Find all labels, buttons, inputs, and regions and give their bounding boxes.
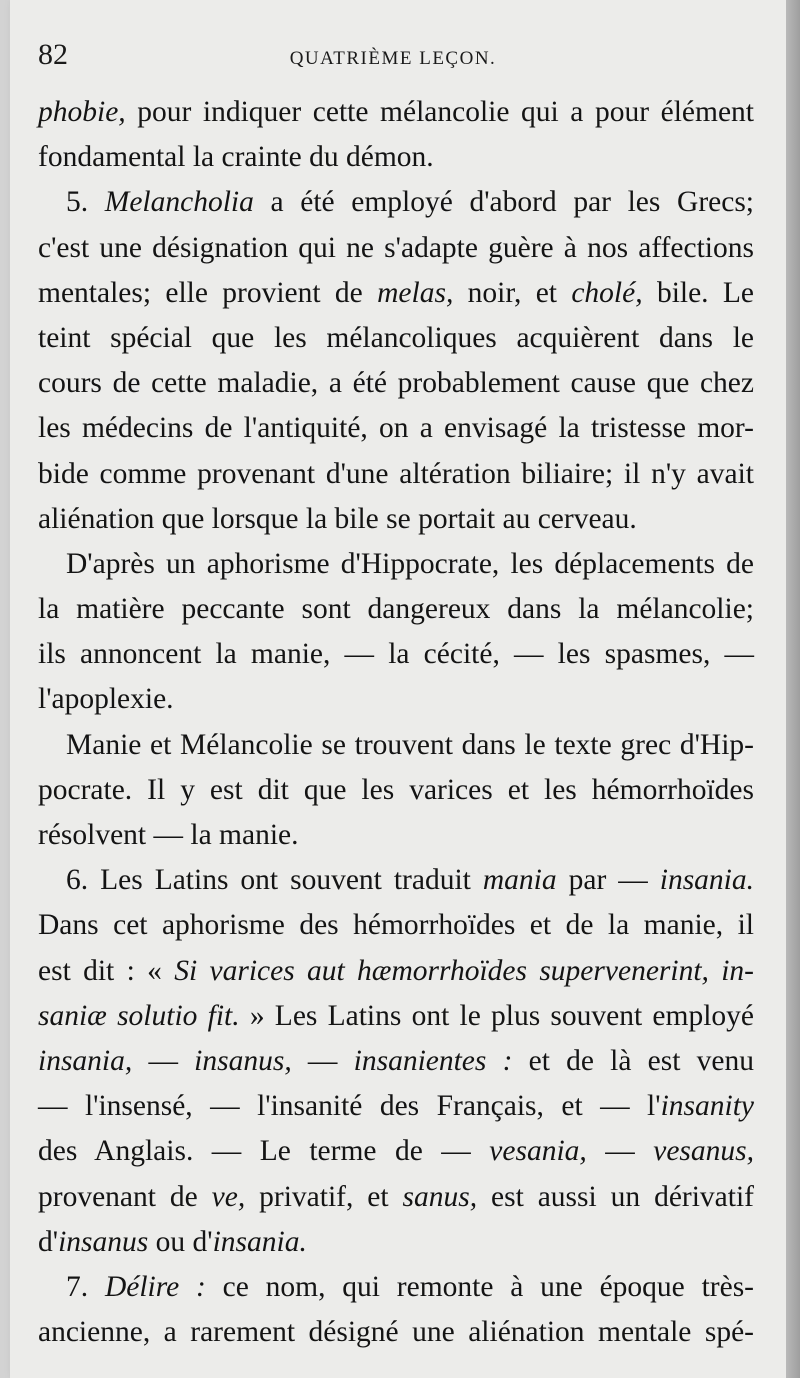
- text-line: Dans cet aphorisme des hémorrhoïdes et de la manie, il: [38, 909, 754, 942]
- text-line: la matière peccante sont dangereux dans la mélancolie;: [38, 593, 754, 626]
- text-line: D'après un aphorisme d'Hippocrate, les déplacements de: [66, 547, 754, 580]
- text-line: insania, — insanus, — insanientes : et de là est venu: [38, 1044, 755, 1077]
- running-head: QUATRIÈME LEÇON.: [289, 48, 497, 69]
- text-line: les médecins de l'antiquité, on a envisagé la tristesse mor-: [38, 412, 754, 445]
- text-line: phobie, pour indiquer cette mélancolie qui a pour élément: [38, 96, 754, 128]
- text-line: c'est une désignation qui ne s'adapte guère à nos affections: [38, 231, 754, 264]
- text-line: provenant de ve, privatif, et sanus, est aussi un dérivatif: [38, 1180, 754, 1213]
- text-line: Manie et Mélancolie se trouvent dans le texte grec d'Hip-: [66, 728, 754, 761]
- text-line: 6. Les Latins ont souvent traduit mania par — insania.: [66, 864, 754, 897]
- text-line: 7. Délire : ce nom, qui remonte à une époque très-: [66, 1270, 754, 1303]
- text-line: cours de cette maladie, a été probablement cause que chez: [38, 367, 754, 400]
- text-line: ils annoncent la manie, — la cécité, — les spasmes, —: [38, 638, 754, 671]
- text-line: pocrate. Il y est dit que les varices et les hémorrhoïdes: [38, 773, 754, 806]
- page-number: 82: [38, 38, 68, 71]
- text-line: fondamental la crainte du démon.: [38, 141, 434, 174]
- text-line: mentales; elle provient de melas, noir, et cholé, bile. Le: [38, 276, 754, 309]
- text-line: — l'insensé, — l'insanité des Français, et — l'insanity: [38, 1090, 754, 1123]
- page-edge-shadow: [786, 0, 800, 1378]
- text-line: d'insanus ou d'insania.: [38, 1225, 307, 1258]
- text-line: des Anglais. — Le terme de — vesania, — vesanus,: [38, 1135, 755, 1168]
- text-line: bide comme provenant d'une altération biliaire; il n'y avait: [38, 457, 754, 490]
- page-header: [38, 38, 748, 78]
- text-line: aliénation que lorsque la bile se portait au cerveau.: [38, 502, 637, 535]
- text-line: est dit : « Si varices aut hæmorrhoïdes supervenerint, in-: [38, 954, 755, 987]
- body-text: [38, 90, 754, 1355]
- text-line: 5. Melancholia a été employé d'abord par les Grecs;: [66, 186, 755, 219]
- text-line: teint spécial que les mélancoliques acquièrent dans le: [38, 321, 754, 354]
- text-line: ancienne, a rarement désigné une aliénation mentale spé-: [38, 1316, 754, 1349]
- text-line: l'apoplexie.: [38, 683, 174, 716]
- text-line: résolvent — la manie.: [38, 819, 299, 851]
- text-line: saniæ solutio fit. » Les Latins ont le plus souvent employé: [38, 999, 754, 1032]
